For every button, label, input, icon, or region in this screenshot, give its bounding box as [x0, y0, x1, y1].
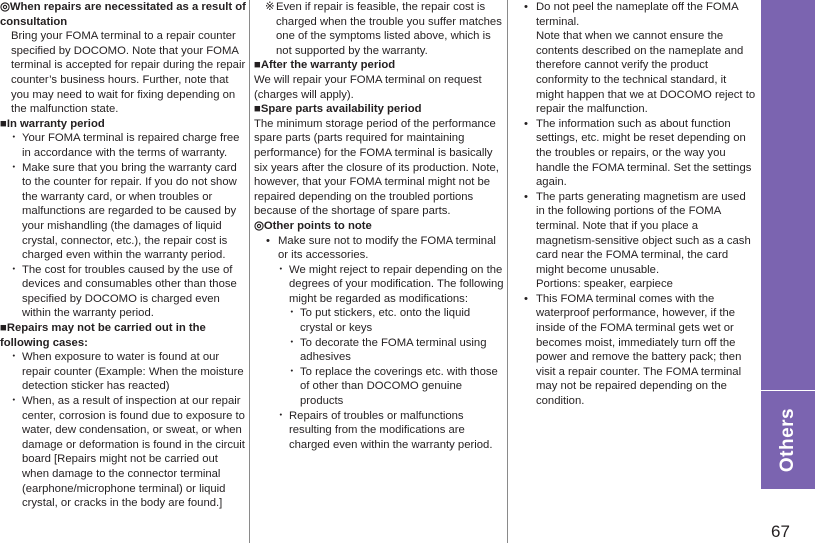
heading-other-points: ◎Other points to note: [254, 219, 372, 232]
list-item: [512, 0, 756, 117]
list-marker: ･: [289, 365, 295, 378]
list-item: ･ Make sure that you bring the warranty card to the counter for repair. If you do not show the warranty card, or when troubles or malfunctions are regarded to be caused by your mishandling (the damages of liquid crystal, connector, etc.), the repair cost is charged even within the warranty period.: [11, 161, 237, 262]
list-item: • The information such as about function settings, etc. might be reset depending on the troubles or repairs, or the way you handle the FOMA terminal. Set the settings again.: [524, 117, 752, 189]
list-marker: ･: [289, 307, 295, 320]
column-3: [512, 0, 756, 409]
bullet-text-more: Note that when we cannot ensure the contents described on the nameplate and therefore cannot verify the product conformity to the technical standard, it might happen that we at DOCOMO reject to repair the malfunction.: [536, 30, 756, 116]
section-tab-label: Others: [777, 407, 798, 473]
page-number: 67: [771, 522, 790, 541]
list-marker: ･: [11, 351, 17, 364]
list-item: ･ To decorate the FOMA terminal using adhesives: [289, 336, 487, 364]
list-marker: ･: [278, 409, 284, 422]
list-item: ･ We might reject to repair depending on the degrees of your modification. The following might be regarded as modifications:: [278, 263, 504, 305]
bullet-marker: •: [524, 117, 528, 130]
list-marker: ･: [11, 132, 17, 145]
list-marker: ･: [11, 161, 17, 174]
bullet-text: Do not peel the nameplate off the FOMA terminal.: [536, 1, 739, 28]
section-tab-bar: [761, 0, 815, 390]
list-marker: ･: [11, 395, 17, 408]
column-divider: [507, 0, 508, 543]
list-item: ･ The cost for troubles caused by the use of devices and consumables other than those specified by DOCOMO is charged even within the warranty period.: [11, 263, 237, 320]
bullet-marker: •: [524, 292, 528, 305]
bullet-text: The parts generating magnetism are used in the following portions of the FOMA terminal. Note that if you place a magnetism-sensitive object such as a cash card near the FOMA terminal, the card might become unusable.: [536, 190, 751, 276]
paragraph-spare-parts: The minimum storage period of the performance spare parts (parts required for maintaining performance) for the FOMA terminal is basically six years after the closure of its production. Note, however, that your FOMA terminal might not be repaired depending on the troubled portions because of the shortage of spare parts.: [254, 117, 499, 218]
paragraph-after-warranty: We will repair your FOMA terminal on request (charges will apply).: [254, 73, 482, 101]
list-marker: ･: [278, 263, 284, 276]
heading-in-warranty: ■In warranty period: [0, 117, 105, 130]
column-1: [0, 0, 246, 511]
list-item: ･ To put stickers, etc. onto the liquid crystal or keys: [289, 307, 471, 335]
list-item: ･ Your FOMA terminal is repaired charge free in accordance with the terms of warranty.: [11, 132, 240, 159]
note-marker: ※: [265, 1, 275, 13]
heading-consultation: ◎When repairs are necessitated as a result of consultation: [0, 1, 246, 28]
list-item: ･ When, as a result of inspection at our repair center, corrosion is found due to exposure to water, dew condensation, or sweat, or when damage or deformation is found in the circuit board [Repairs might not be carried out when damage to the connector terminal (earphone/microphone terminal) or liquid crystal, or cracks in the body are found.]: [11, 395, 245, 510]
list-item: ･ Repairs of troubles or malfunctions resulting from the modifications are charged even within the warranty period.: [278, 409, 493, 451]
heading-after-warranty: ■After the warranty period: [254, 59, 396, 72]
list-item: ･ When exposure to water is found at our repair counter (Example: When the moisture detection sticker has reacted): [11, 351, 244, 393]
list-item: • This FOMA terminal comes with the waterproof performance, however, if the inside of the FOMA terminal gets wet or becomes moist, immediately turn off the power and remove the battery pack; then visit a repair counter. The FOMA terminal may not be repaired depending on the condition.: [524, 292, 742, 408]
heading-repairs-not-carried-out: ■Repairs may not be carried out in the following cases:: [0, 322, 206, 349]
bullet-text-more: Portions: speaker, earpiece: [536, 278, 673, 291]
bullet-marker: •: [524, 190, 528, 203]
note: ※ Even if repair is feasible, the repair cost is charged when the trouble you suffer matches one of the symptoms listed above, which is not supported by the warranty.: [265, 1, 502, 57]
list-item: ･ To replace the coverings etc. with those of other than DOCOMO genuine products: [289, 365, 498, 408]
heading-spare-parts: ■Spare parts availability period: [254, 103, 422, 116]
list-marker: ･: [289, 336, 295, 349]
column-divider: [249, 0, 250, 543]
bullet-marker: •: [266, 234, 270, 247]
list-item: [512, 190, 756, 292]
paragraph-consultation: Bring your FOMA terminal to a repair counter specified by DOCOMO. Note that your FOMA terminal is accepted for repair during the repair counter’s business hours. Further, note that you may need to wait for fixing depending on the malfunction state.: [11, 30, 246, 116]
column-2: [254, 0, 504, 452]
list-item: • Make sure not to modify the FOMA terminal or its accessories.: [266, 234, 496, 262]
list-marker: ･: [11, 263, 17, 276]
bullet-marker: •: [524, 1, 528, 13]
section-tab: [761, 391, 815, 489]
